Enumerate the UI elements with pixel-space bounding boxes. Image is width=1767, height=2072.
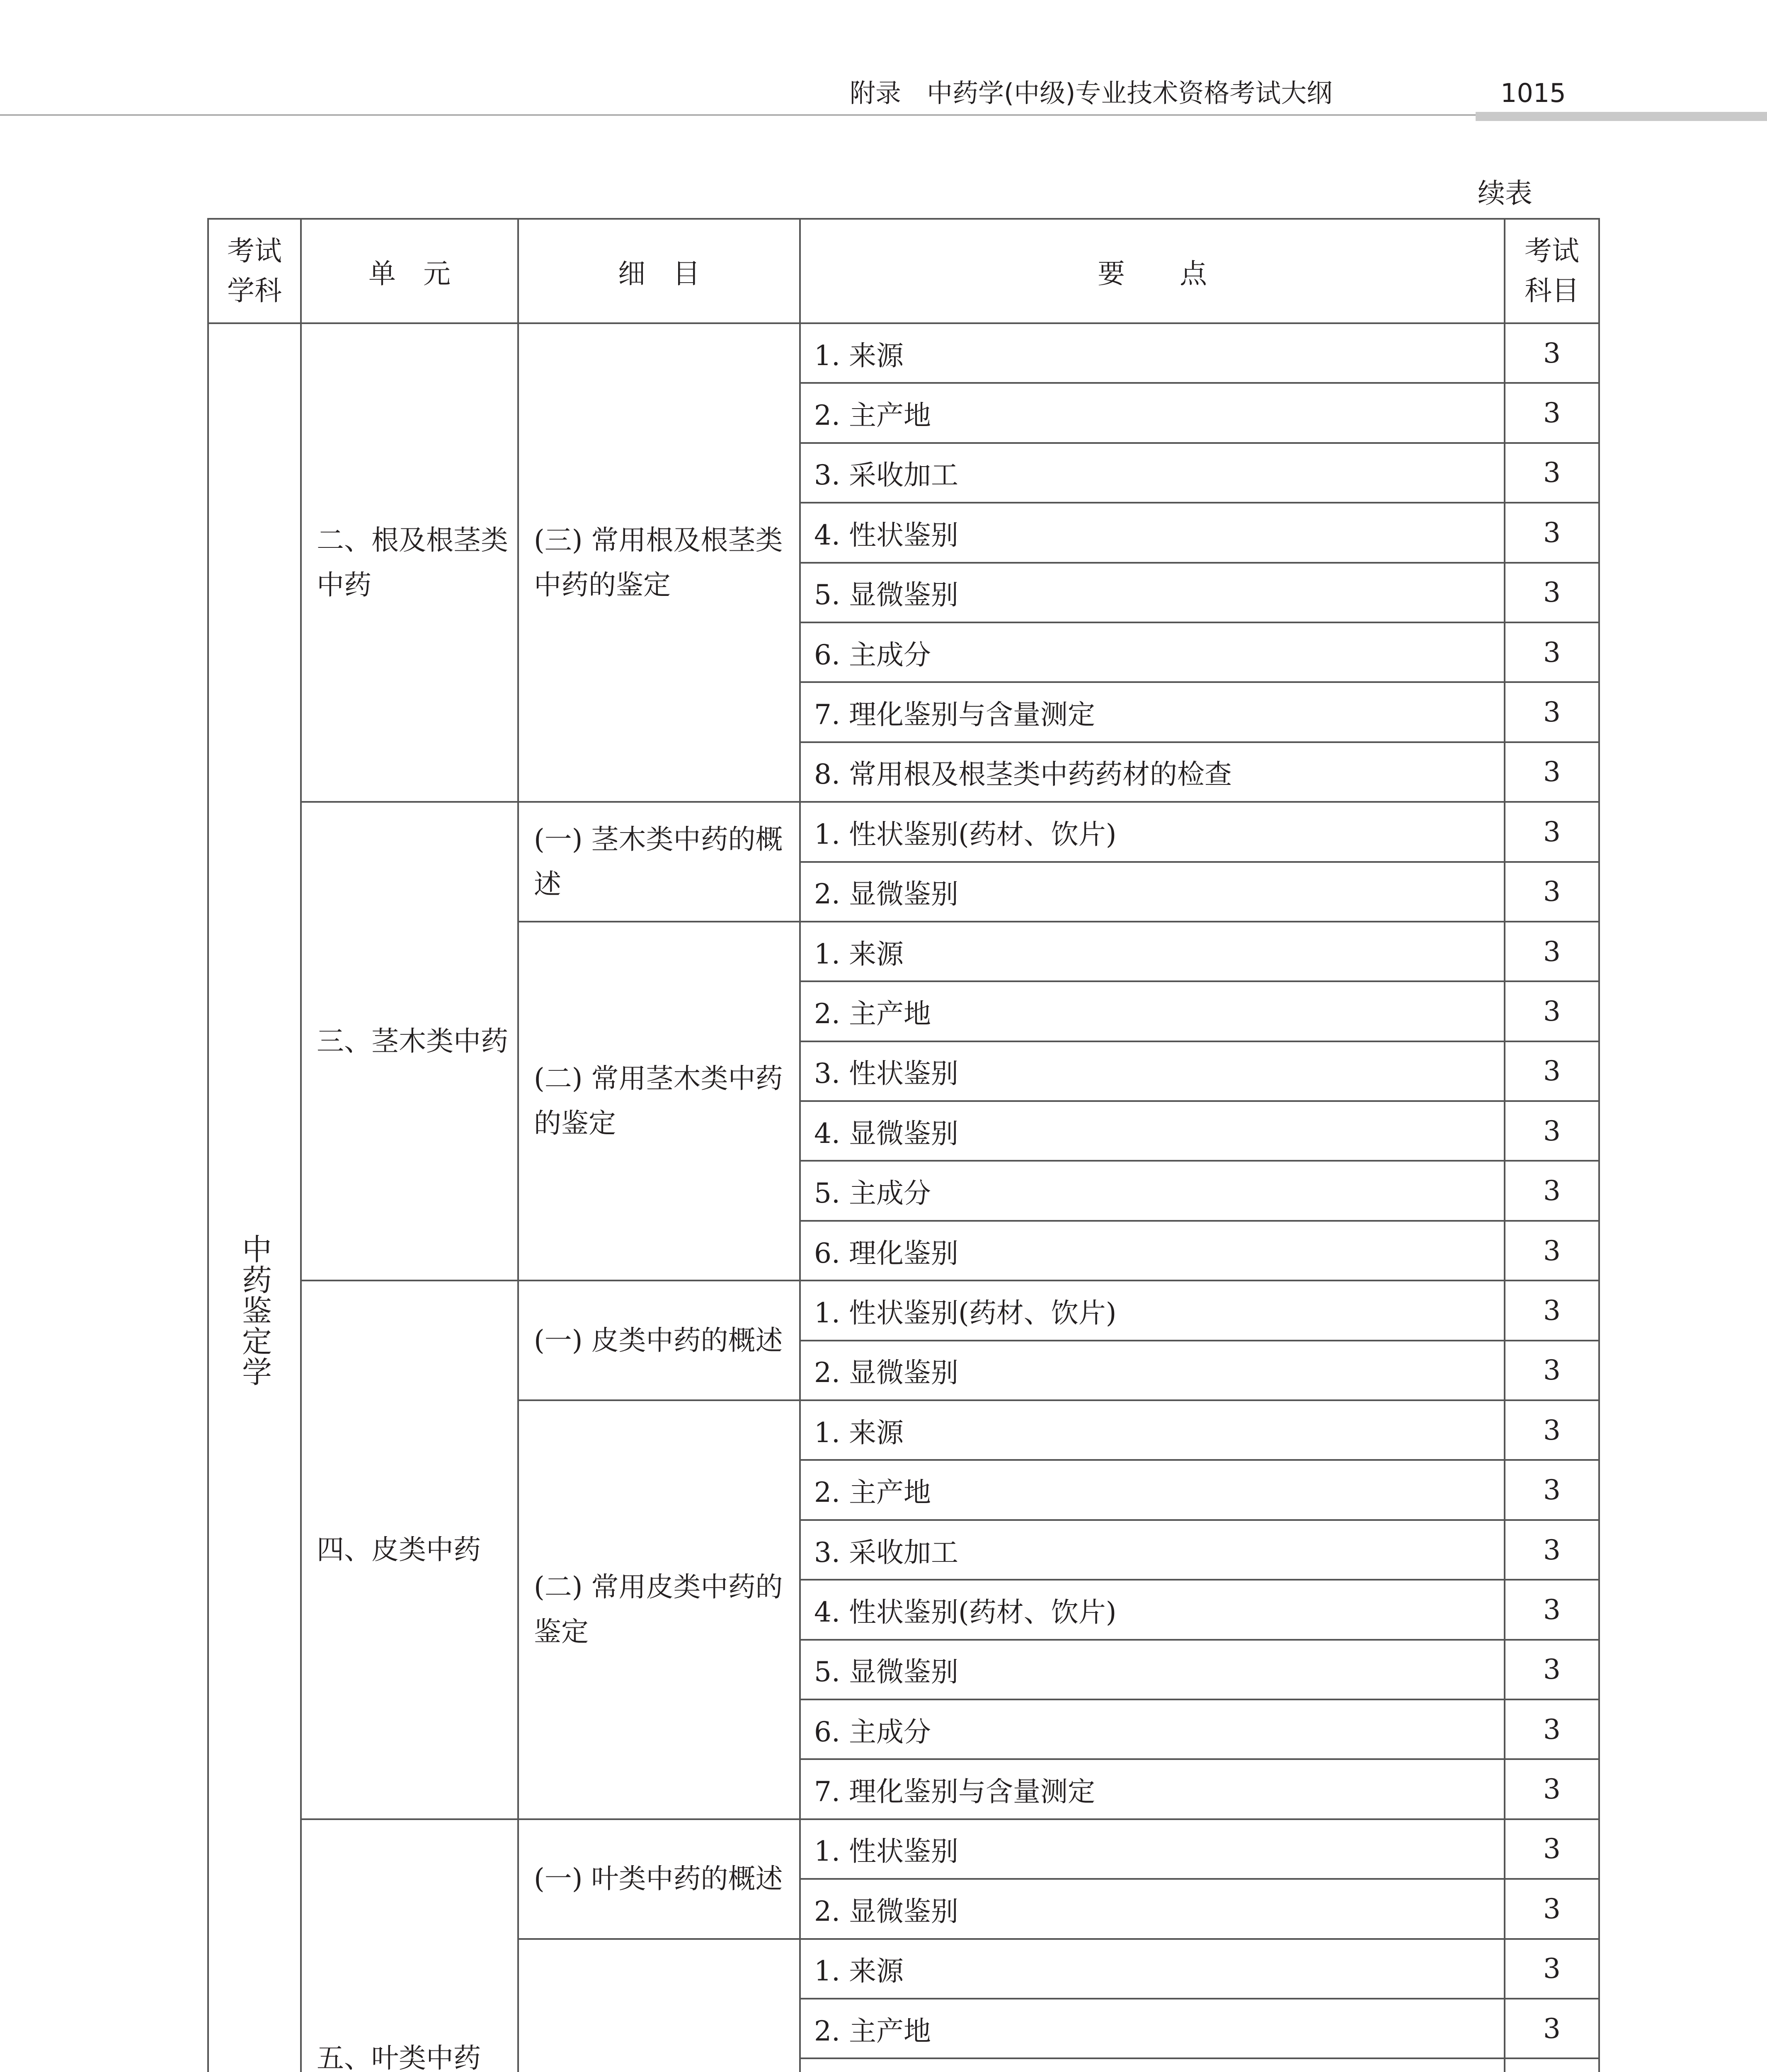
course-cell: 3 <box>1505 1999 1599 2058</box>
point-cell: 5. 主成分 <box>800 1161 1505 1220</box>
course-cell: 3 <box>1505 1400 1599 1460</box>
course-cell: 3 <box>1505 503 1599 562</box>
continued-label: 续表 <box>1478 177 1532 209</box>
point-cell: 2. 主产地 <box>800 981 1505 1041</box>
detail-cell: (一) 皮类中药的概述 <box>518 1280 800 1400</box>
course-cell: 3 <box>1505 1699 1599 1759</box>
column-header-detail: 细 目 <box>518 219 800 323</box>
point-cell: 1. 性状鉴别(药材、饮片) <box>800 802 1505 862</box>
course-cell: 3 <box>1505 563 1599 622</box>
point-cell: 3. 采收加工 <box>800 1520 1505 1580</box>
course-cell: 3 <box>1505 1460 1599 1520</box>
course-cell: 3 <box>1505 1101 1599 1161</box>
course-cell: 3 <box>1505 622 1599 682</box>
unit-cell: 三、茎木类中药 <box>301 802 518 1280</box>
course-cell: 3 <box>1505 1161 1599 1220</box>
course-cell: 3 <box>1505 1221 1599 1280</box>
table-row <box>208 323 1599 383</box>
table-row <box>208 802 1599 862</box>
course-cell: 3 <box>1505 1640 1599 1699</box>
point-cell: 2. 主产地 <box>800 1999 1505 2058</box>
exam-outline-table <box>207 218 1600 2072</box>
point-cell: 1. 来源 <box>800 1939 1505 1999</box>
column-header-subject: 考试 学科 <box>208 219 301 323</box>
column-header-points: 要 点 <box>800 219 1505 323</box>
course-cell: 3 <box>1505 1939 1599 1999</box>
point-cell: 1. 性状鉴别 <box>800 1819 1505 1879</box>
point-cell: 6. 主成分 <box>800 1699 1505 1759</box>
course-cell <box>1505 2058 1599 2072</box>
column-header-course: 考试 科目 <box>1505 219 1599 323</box>
course-cell: 3 <box>1505 742 1599 802</box>
point-cell: 7. 理化鉴别与含量测定 <box>800 1759 1505 1819</box>
point-cell: 1. 来源 <box>800 1400 1505 1460</box>
course-cell: 3 <box>1505 323 1599 383</box>
subject-label: 中药鉴定学 <box>237 1234 272 1387</box>
course-cell: 3 <box>1505 1341 1599 1400</box>
course-cell: 3 <box>1505 802 1599 862</box>
course-cell: 3 <box>1505 862 1599 922</box>
unit-cell: 五、叶类中药 <box>301 1819 518 2072</box>
detail-cell: (三) 常用根及根茎类中药的鉴定 <box>518 323 800 802</box>
point-cell: 4. 显微鉴别 <box>800 1101 1505 1161</box>
page-number: 1015 <box>1500 78 1566 108</box>
unit-cell: 四、皮类中药 <box>301 1280 518 1819</box>
point-cell: 1. 来源 <box>800 922 1505 981</box>
point-cell: 4. 性状鉴别(药材、饮片) <box>800 1580 1505 1639</box>
course-cell: 3 <box>1505 1580 1599 1639</box>
point-cell: 2. 显微鉴别 <box>800 862 1505 922</box>
point-cell: 2. 主产地 <box>800 1460 1505 1520</box>
point-cell: 4. 性状鉴别 <box>800 503 1505 562</box>
detail-cell: (二) 常用皮类中药的鉴定 <box>518 1400 800 1819</box>
point-cell: 3. 采收加工 <box>800 443 1505 503</box>
point-cell: 6. 理化鉴别 <box>800 1221 1505 1280</box>
course-cell: 3 <box>1505 383 1599 443</box>
course-cell: 3 <box>1505 1041 1599 1101</box>
point-cell: 6. 主成分 <box>800 622 1505 682</box>
course-cell: 3 <box>1505 1759 1599 1819</box>
point-cell: 2. 显微鉴别 <box>800 1341 1505 1400</box>
unit-cell: 二、根及根茎类中药 <box>301 323 518 802</box>
course-cell: 3 <box>1505 682 1599 742</box>
course-cell: 3 <box>1505 1879 1599 1939</box>
header-rule <box>0 114 1476 116</box>
point-cell: 2. 显微鉴别 <box>800 1879 1505 1939</box>
point-cell: 2. 主产地 <box>800 383 1505 443</box>
detail-cell: (二) 常用茎木类中药的鉴定 <box>518 922 800 1280</box>
column-header-unit: 单 元 <box>301 219 518 323</box>
point-cell: 7. 理化鉴别与含量测定 <box>800 682 1505 742</box>
point-cell: 8. 常用根及根茎类中药药材的检查 <box>800 742 1505 802</box>
header-accent-bar <box>1476 112 1767 121</box>
course-cell: 3 <box>1505 443 1599 503</box>
course-cell: 3 <box>1505 1280 1599 1340</box>
course-cell: 3 <box>1505 1520 1599 1580</box>
detail-cell: (一) 茎木类中药的概述 <box>518 802 800 922</box>
table-header-row <box>208 219 1599 323</box>
point-cell: 5. 显微鉴别 <box>800 563 1505 622</box>
point-cell: 1. 性状鉴别(药材、饮片) <box>800 1280 1505 1340</box>
point-cell: 3. 性状鉴别 <box>800 1041 1505 1101</box>
table-row <box>208 1280 1599 1340</box>
point-cell: 5. 显微鉴别 <box>800 1640 1505 1699</box>
table-row <box>208 1819 1599 1879</box>
course-cell: 3 <box>1505 922 1599 981</box>
point-cell: 1. 来源 <box>800 323 1505 383</box>
detail-cell: (一) 叶类中药的概述 <box>518 1819 800 1939</box>
running-header-title: 附录 中药学(中级)专业技术资格考试大纲 <box>850 78 1333 108</box>
course-cell: 3 <box>1505 981 1599 1041</box>
point-cell <box>800 2058 1505 2072</box>
subject-cell <box>208 323 301 2072</box>
course-cell: 3 <box>1505 1819 1599 1879</box>
detail-cell <box>518 1939 800 2072</box>
